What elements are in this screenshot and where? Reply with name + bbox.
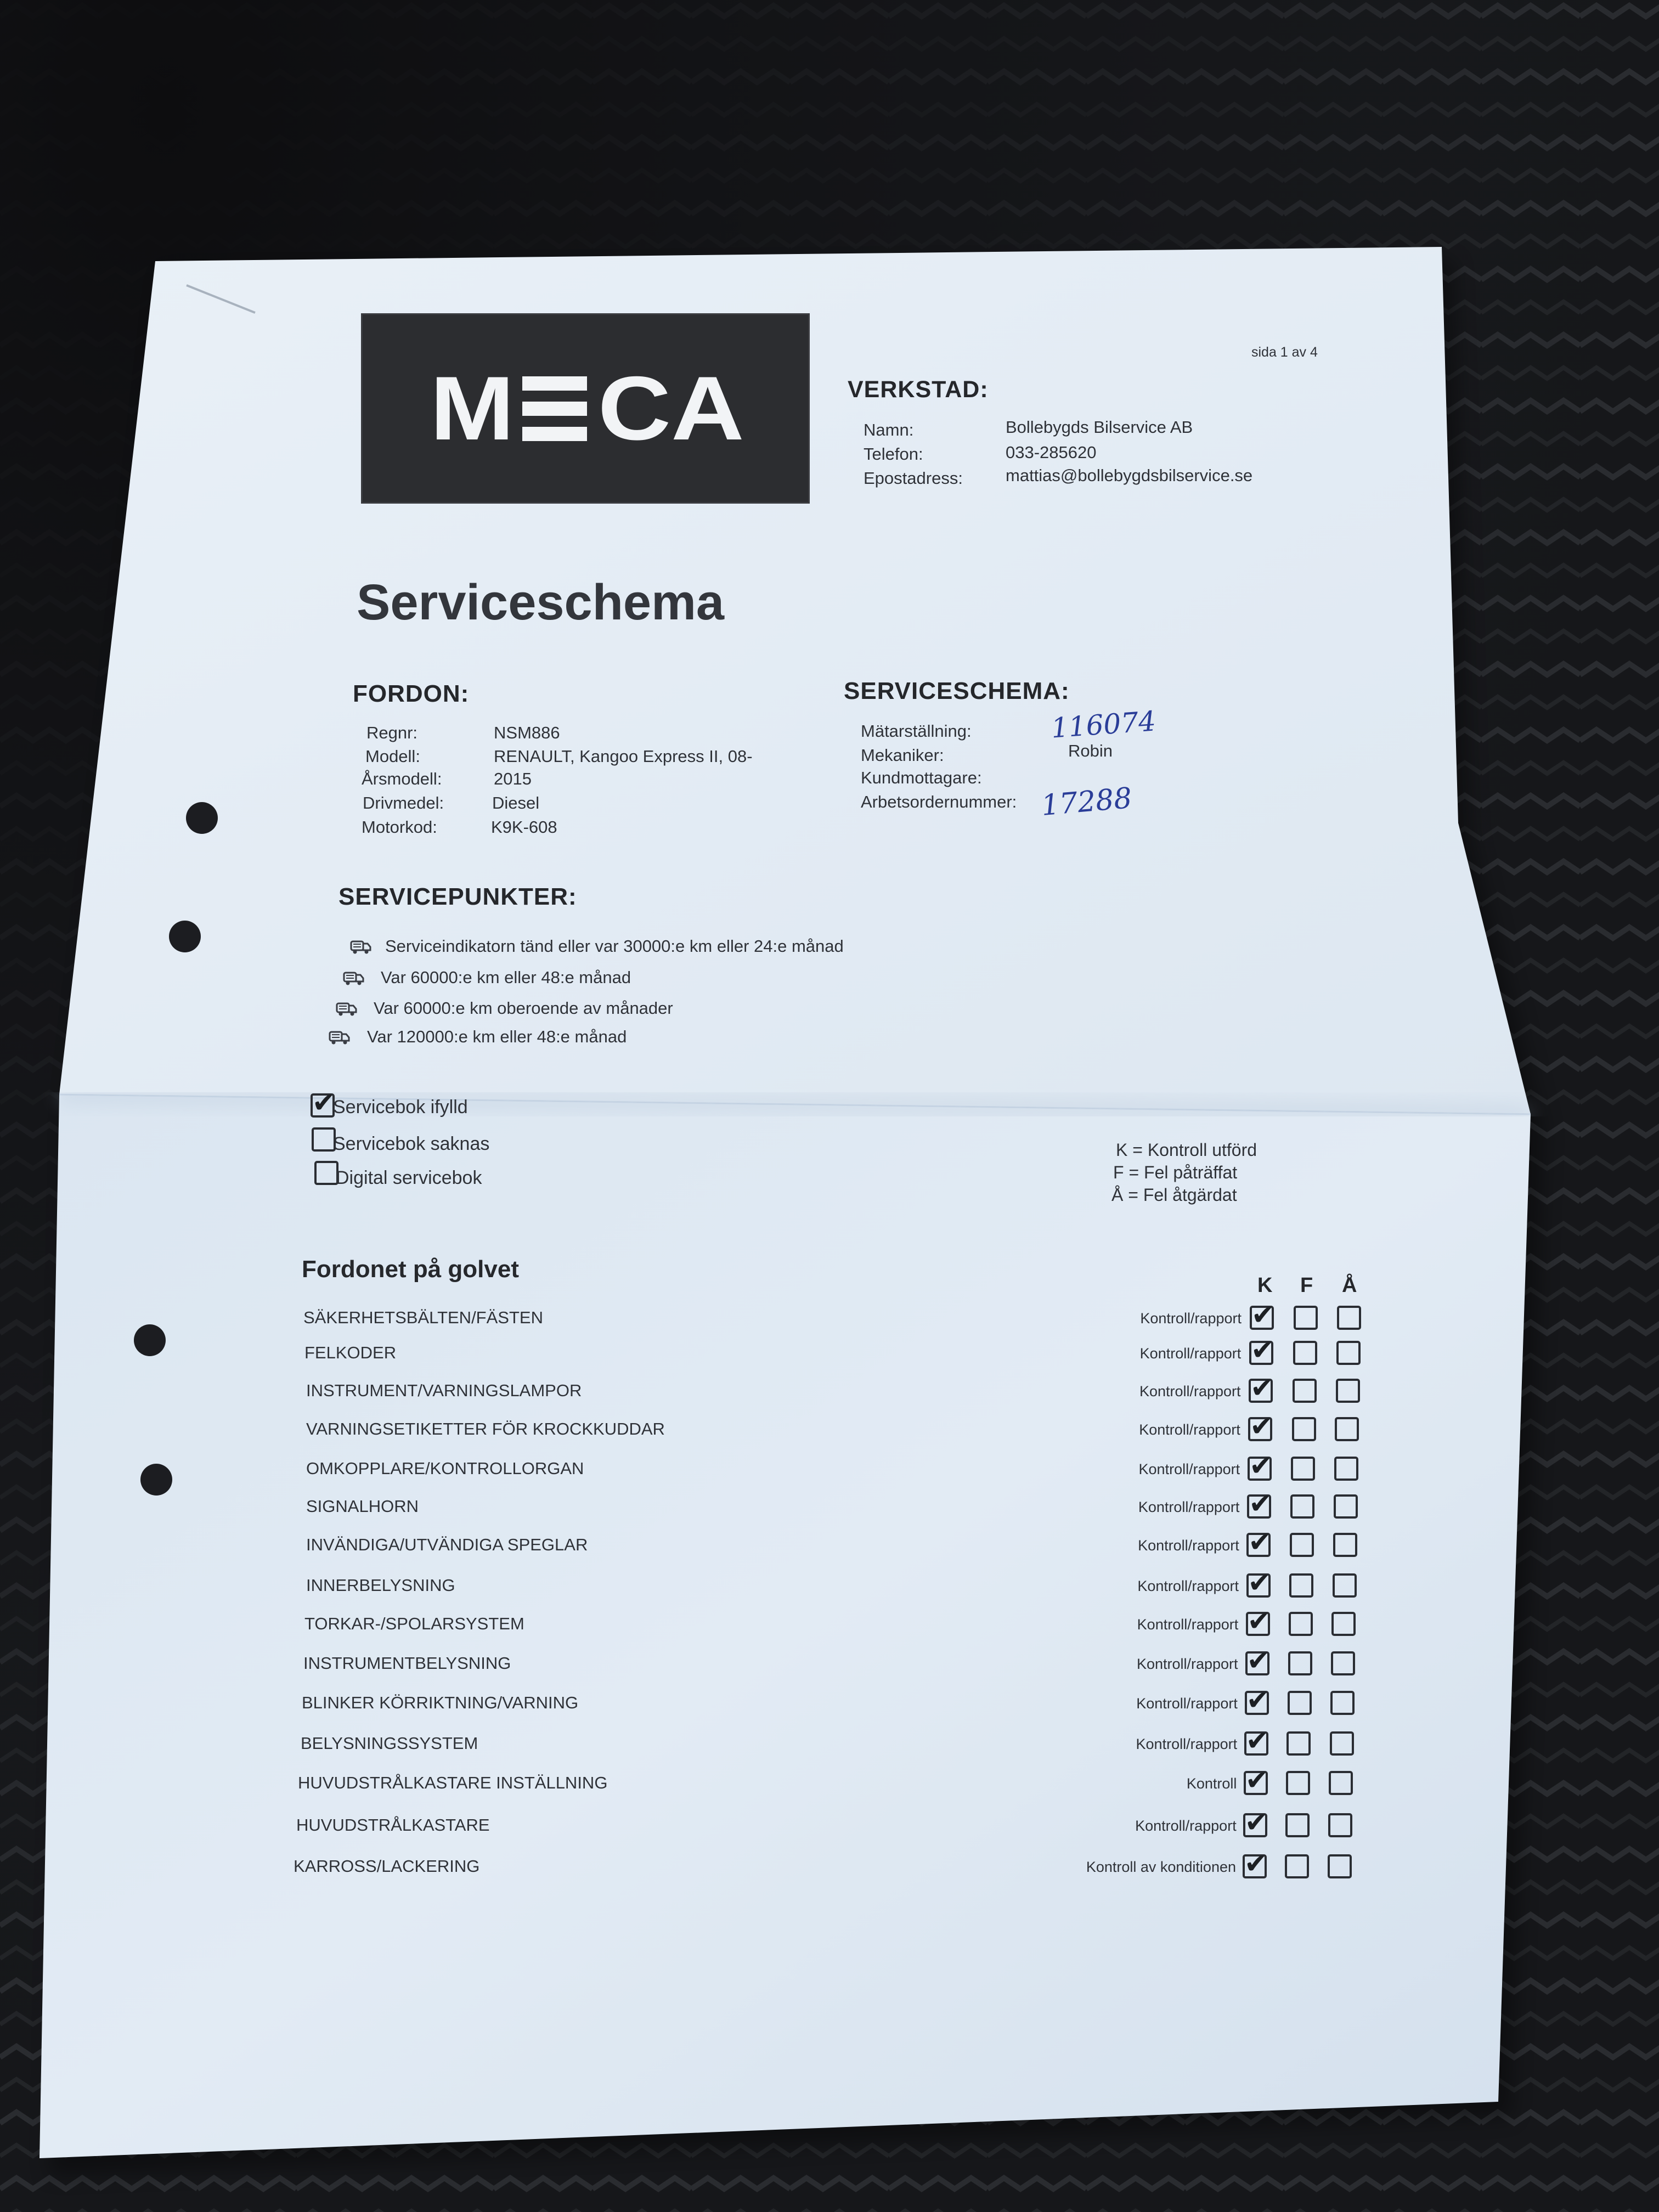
inspection-check-type: Kontroll/rapport — [1139, 1421, 1240, 1438]
checkbox-a — [1328, 1854, 1352, 1878]
page-title: Serviceschema — [357, 574, 725, 630]
checkbox-f — [1292, 1417, 1316, 1441]
inspection-item-label: INVÄNDIGA/UTVÄNDIGA SPEGLAR — [306, 1535, 588, 1554]
inspection-item-label: BLINKER KÖRRIKTNING/VARNING — [302, 1693, 579, 1712]
service-vehicle-icon — [329, 1029, 351, 1045]
checkbox-a — [1333, 1573, 1357, 1598]
checkbox-a — [1337, 1306, 1361, 1330]
checkbox-k — [1250, 1306, 1274, 1330]
checkbox-a — [1334, 1457, 1358, 1481]
checkbox-f — [1285, 1854, 1309, 1878]
servicebook-digital-label: Digital servicebok — [336, 1167, 482, 1188]
vehicle-engine-value: K9K-608 — [491, 817, 557, 837]
inspection-item-label: KARROSS/LACKERING — [294, 1857, 480, 1876]
checkbox-f — [1293, 1379, 1317, 1403]
checkbox-f — [1289, 1573, 1313, 1598]
inspection-item-label: TORKAR-/SPOLARSYSTEM — [304, 1614, 524, 1633]
checkbox-f — [1291, 1457, 1315, 1481]
service-vehicle-icon — [343, 969, 365, 986]
service-points-heading: SERVICEPUNKTER: — [338, 883, 577, 910]
checkbox-k — [1246, 1573, 1271, 1598]
inspection-check-type: Kontroll/rapport — [1136, 1736, 1238, 1752]
servicebook-filled-checkbox — [311, 1093, 335, 1118]
inspection-check-type: Kontroll/rapport — [1138, 1499, 1240, 1515]
checkbox-a — [1331, 1612, 1356, 1636]
inspection-item-label: OMKOPPLARE/KONTROLLORGAN — [306, 1459, 584, 1478]
inspection-item-label: HUVUDSTRÅLKASTARE — [296, 1815, 490, 1835]
column-header-k: K — [1257, 1274, 1273, 1297]
work-order-label: Arbetsordernummer: — [861, 792, 1017, 811]
inspection-item-label: HUVUDSTRÅLKASTARE INSTÄLLNING — [298, 1773, 608, 1792]
vehicle-regnr-value: NSM886 — [494, 723, 560, 742]
checkbox-f — [1288, 1651, 1312, 1675]
inspection-item-label: FELKODER — [304, 1343, 397, 1362]
checkbox-a — [1336, 1379, 1360, 1403]
punch-hole — [169, 921, 201, 952]
column-header-a: Å — [1342, 1274, 1358, 1297]
workshop-heading: VERKSTAD: — [848, 376, 989, 403]
inspection-item-label: INNERBELYSNING — [306, 1576, 455, 1595]
legend-k: K = Kontroll utförd — [1116, 1140, 1257, 1160]
inspection-item-label: SIGNALHORN — [306, 1497, 419, 1516]
checkbox-k — [1243, 1854, 1267, 1878]
workshop-email-value: mattias@bollebygdsbilservice.se — [1006, 466, 1253, 485]
inspection-heading: Fordonet på golvet — [302, 1256, 519, 1283]
legend-a: Å = Fel åtgärdat — [1111, 1185, 1237, 1205]
inspection-check-type: Kontroll/rapport — [1137, 1616, 1239, 1633]
service-point-text: Var 60000:e km oberoende av månader — [374, 998, 673, 1018]
workshop-name-value: Bollebygds Bilservice AB — [1006, 417, 1193, 437]
checkbox-k — [1243, 1813, 1267, 1837]
customer-receiver-label: Kundmottagare: — [861, 768, 982, 787]
vehicle-fuel-label: Drivmedel: — [363, 793, 444, 812]
schedule-heading: SERVICESCHEMA: — [844, 678, 1070, 704]
vehicle-year-label: Årsmodell: — [362, 769, 442, 788]
inspection-check-type: Kontroll/rapport — [1138, 1461, 1240, 1477]
vehicle-engine-label: Motorkod: — [362, 817, 437, 837]
vehicle-heading: FORDON: — [353, 680, 470, 707]
vehicle-fuel-value: Diesel — [492, 793, 540, 812]
logo-letters-right: CA — [597, 358, 744, 459]
workshop-email-label: Epostadress: — [864, 469, 963, 488]
checkbox-f — [1293, 1341, 1317, 1365]
odometer-label: Mätarställning: — [861, 721, 972, 741]
checkbox-f — [1290, 1494, 1314, 1519]
checkbox-a — [1336, 1341, 1361, 1365]
inspection-check-type: Kontroll av konditionen — [1086, 1859, 1236, 1875]
inspection-check-type: Kontroll/rapport — [1137, 1578, 1239, 1594]
inspection-check-type: Kontroll/rapport — [1139, 1383, 1241, 1400]
service-vehicle-icon — [336, 1000, 358, 1017]
inspection-check-type: Kontroll/rapport — [1136, 1695, 1238, 1712]
checkbox-f — [1288, 1691, 1312, 1715]
workshop-phone-value: 033-285620 — [1006, 443, 1097, 462]
checkbox-a — [1331, 1651, 1355, 1675]
inspection-check-type: Kontroll/rapport — [1135, 1818, 1237, 1834]
checkbox-a — [1334, 1494, 1358, 1519]
mechanic-value: Robin — [1068, 741, 1113, 760]
vehicle-model-value: RENAULT, Kangoo Express II, 08- — [494, 747, 753, 766]
workshop-name-label: Namn: — [864, 420, 914, 439]
checkbox-a — [1330, 1691, 1355, 1715]
checkbox-k — [1245, 1691, 1269, 1715]
checkbox-k — [1245, 1651, 1269, 1675]
inspection-item-label: BELYSNINGSSYSTEM — [301, 1734, 478, 1753]
punch-hole — [134, 1324, 166, 1356]
vehicle-year-value: 2015 — [494, 769, 532, 788]
checkbox-k — [1248, 1417, 1272, 1441]
checkbox-a — [1330, 1731, 1354, 1756]
work-order-value-handwritten: 17288 — [1040, 781, 1133, 823]
service-point-text: Var 120000:e km eller 48:e månad — [367, 1027, 627, 1046]
checkbox-k — [1246, 1612, 1270, 1636]
servicebook-digital-checkbox — [314, 1161, 338, 1185]
punch-hole — [140, 1464, 172, 1496]
inspection-item-label: SÄKERHETSBÄLTEN/FÄSTEN — [303, 1308, 543, 1327]
punch-hole — [186, 802, 218, 834]
checkbox-f — [1286, 1731, 1311, 1756]
checkbox-k — [1249, 1379, 1273, 1403]
inspection-check-type: Kontroll — [1186, 1775, 1237, 1792]
checkbox-f — [1290, 1533, 1314, 1557]
page-number: sida 1 av 4 — [1251, 345, 1318, 360]
inspection-check-type: Kontroll/rapport — [1136, 1656, 1238, 1672]
inspection-check-type: Kontroll/rapport — [1139, 1345, 1242, 1362]
checkbox-f — [1285, 1813, 1310, 1837]
checkbox-a — [1333, 1533, 1357, 1557]
checkbox-k — [1247, 1494, 1271, 1519]
checkbox-a — [1328, 1813, 1352, 1837]
logo-e-bars — [522, 376, 587, 441]
meca-logo — [361, 313, 810, 504]
checkbox-k — [1244, 1731, 1268, 1756]
inspection-item-label: VARNINGSETIKETTER FÖR KROCKKUDDAR — [306, 1419, 665, 1438]
servicebook-missing-checkbox — [312, 1127, 336, 1152]
checkbox-a — [1329, 1771, 1353, 1795]
vehicle-regnr-label: Regnr: — [366, 723, 418, 742]
vehicle-model-label: Modell: — [365, 747, 420, 766]
inspection-item-label: INSTRUMENT/VARNINGSLAMPOR — [306, 1381, 582, 1400]
logo-letters-left: M — [430, 358, 515, 459]
checkbox-f — [1286, 1771, 1310, 1795]
checkbox-k — [1246, 1533, 1271, 1557]
service-point-text: Serviceindikatorn tänd eller var 30000:e km eller 24:e månad — [385, 936, 844, 956]
service-point-text: Var 60000:e km eller 48:e månad — [381, 968, 631, 987]
service-vehicle-icon — [350, 938, 372, 955]
inspection-item-label: INSTRUMENTBELYSNING — [303, 1654, 511, 1673]
checkbox-a — [1335, 1417, 1359, 1441]
checkbox-k — [1244, 1771, 1268, 1795]
checkbox-k — [1249, 1341, 1273, 1365]
servicebook-filled-label: Servicebok ifylld — [333, 1097, 468, 1118]
workshop-phone-label: Telefon: — [864, 444, 923, 464]
checkbox-k — [1248, 1457, 1272, 1481]
inspection-check-type: Kontroll/rapport — [1138, 1537, 1239, 1554]
checkbox-f — [1289, 1612, 1313, 1636]
checkbox-f — [1294, 1306, 1318, 1330]
mechanic-label: Mekaniker: — [861, 746, 944, 765]
inspection-check-type: Kontroll/rapport — [1140, 1310, 1242, 1327]
odometer-value-handwritten: 116074 — [1050, 705, 1157, 744]
servicebook-missing-label: Servicebok saknas — [333, 1133, 490, 1154]
column-header-f: F — [1300, 1274, 1314, 1297]
legend-f: F = Fel påträffat — [1113, 1163, 1238, 1182]
